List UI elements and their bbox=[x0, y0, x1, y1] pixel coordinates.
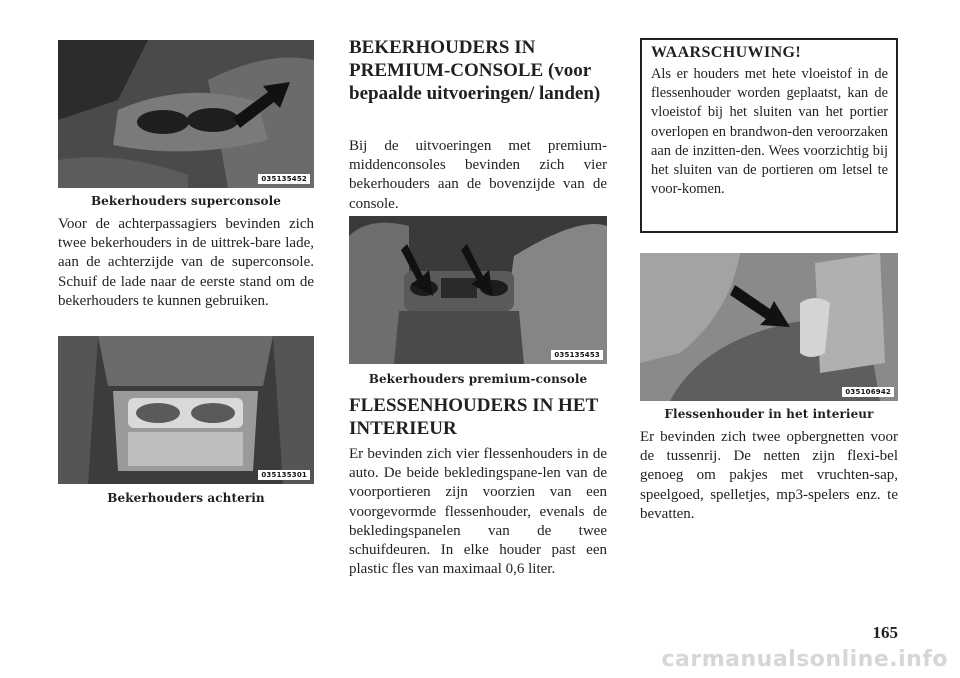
warning-box bbox=[640, 38, 898, 233]
warning-text: Als er houders met hete vloeistof in de flessenhouder worden geplaatst, kan de vloeistof bij het sluiten van het portier overlopen en brandwon-den veroorzaken aan de inzitten-den. Wees voorzichtig bij het sluiten van de portieren om letsel te voor-komen. bbox=[651, 66, 888, 198]
photo-code: 035106942 bbox=[842, 387, 894, 397]
heading-premium-console: BEKERHOUDERS IN PREMIUM-CONSOLE (voor bepaalde uitvoeringen/ landen) bbox=[349, 37, 601, 104]
door-bottle-holder-photo-icon bbox=[640, 253, 898, 401]
photo-code: 035135452 bbox=[258, 174, 310, 184]
page-number: 165 bbox=[872, 623, 898, 642]
photo-door-bottle-holder bbox=[640, 253, 898, 401]
watermark: carmanualsonline.info bbox=[661, 647, 948, 672]
car-interior-cupholders-photo-icon bbox=[58, 40, 314, 188]
rear-cupholder-drawer-photo-icon bbox=[58, 336, 314, 484]
photo-code: 035135453 bbox=[551, 350, 603, 360]
warning-title: WAARSCHUWING! bbox=[651, 44, 802, 61]
caption-premium-console: Bekerhouders premium-console bbox=[368, 372, 588, 386]
photo-code: 035135301 bbox=[258, 470, 310, 480]
paragraph-premium-console: Bij de uitvoeringen met premium-middenconsoles bevinden zich vier bekerhouders aan de bovenzijde van de console. bbox=[349, 138, 607, 212]
heading-bottle-holders: FLESSENHOUDERS IN HET INTERIEUR bbox=[349, 395, 598, 439]
caption-bottle-holder: Flessenhouder in het interieur bbox=[664, 407, 874, 421]
photo-superconsole-cupholders bbox=[58, 40, 314, 188]
caption-superconsole: Bekerhouders superconsole bbox=[90, 194, 282, 208]
paragraph-bottle-holders: Er bevinden zich vier flessenhouders in de auto. De beide bekledingspane-len van de voorportieren zijn voorzien van een voorgevormde flessenhouder, evenals de bekledingspanelen van de twee schuifdeuren. In elke houder past een plastic fles van maximaal 0,6 liter. bbox=[349, 446, 607, 578]
photo-premium-console-cupholders bbox=[349, 216, 607, 364]
paragraph-storage-nets: Er bevinden zich twee opbergnetten voor de tussenrij. De netten zijn flexi-bel genoeg om pakjes met vruchten-sap, speelgoed, spelletjes, mp3-spelers enz. te bevatten. bbox=[640, 429, 898, 522]
paragraph-rear-passengers: Voor de achterpassagiers bevinden zich twee bekerhouders in de uittrek-bare lade, aan de achterzijde van de superconsole. Schuif de lade naar de eerste stand om de bekerhouders te kunnen gebruiken. bbox=[58, 216, 314, 309]
premium-console-cupholders-photo-icon bbox=[349, 216, 607, 364]
caption-rear: Bekerhouders achterin bbox=[107, 491, 265, 505]
photo-rear-cupholders bbox=[58, 336, 314, 484]
